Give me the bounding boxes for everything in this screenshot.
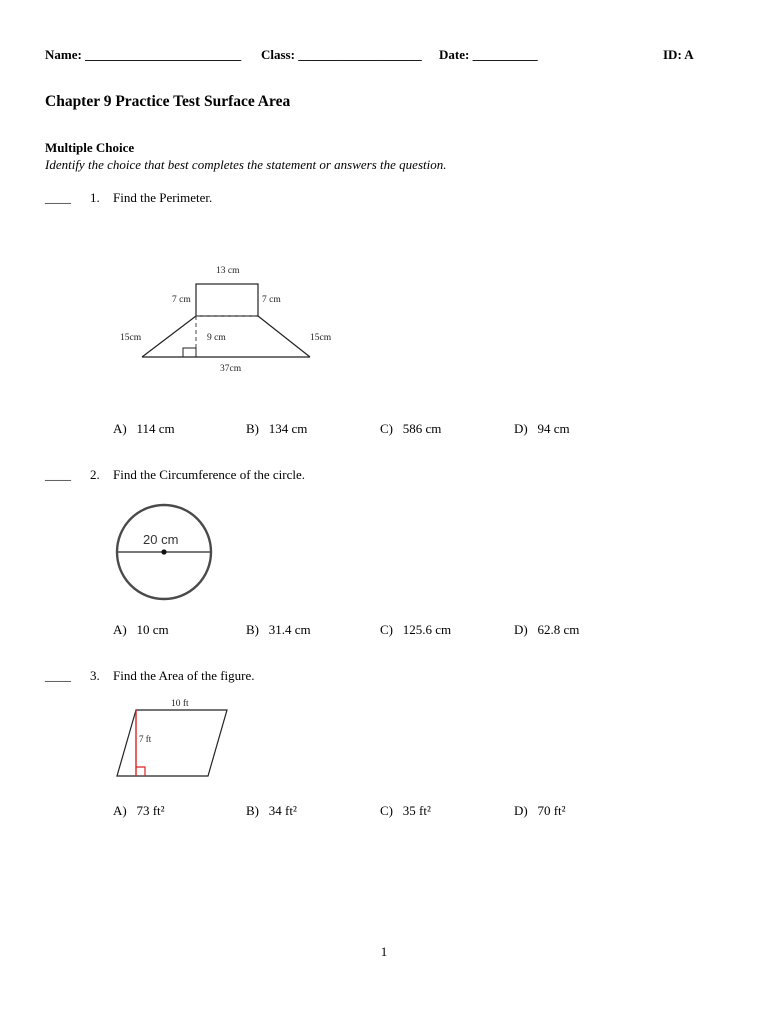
answer-blank-2[interactable]: ____ xyxy=(45,467,71,482)
choice-letter: A) xyxy=(113,622,127,637)
choice-value: 114 cm xyxy=(136,421,175,436)
choice-1a[interactable] xyxy=(113,421,175,437)
label-base: 10 ft xyxy=(171,699,189,709)
parallelogram-outline xyxy=(117,710,227,776)
choice-1d[interactable] xyxy=(514,421,570,437)
choice-value: 134 cm xyxy=(268,421,308,436)
trapezoid-figure xyxy=(113,212,368,390)
page-title: Chapter 9 Practice Test Surface Area xyxy=(45,93,291,110)
choice-value: 586 cm xyxy=(402,421,442,436)
choice-letter: A) xyxy=(113,803,127,818)
right-angle-mark xyxy=(136,767,145,776)
label-diameter: 20 cm xyxy=(143,532,179,547)
parallelogram-figure xyxy=(112,690,267,790)
circle-figure xyxy=(110,500,220,608)
question-number-3: 3. xyxy=(90,668,100,683)
choice-value: 62.8 cm xyxy=(537,622,580,637)
question-number-1: 1. xyxy=(90,190,100,205)
choice-letter: B) xyxy=(246,803,259,818)
choice-letter: C) xyxy=(380,622,393,637)
question-number-2: 2. xyxy=(90,467,100,482)
choice-letter: C) xyxy=(380,803,393,818)
choice-value: 73 ft² xyxy=(136,803,165,818)
section-instructions: Identify the choice that best completes the statement or answers the question. xyxy=(45,157,447,172)
choice-3b[interactable] xyxy=(246,803,297,819)
label-height: 7 ft xyxy=(139,734,152,744)
label-right-slant: 15cm xyxy=(310,333,332,343)
choice-2c[interactable] xyxy=(380,622,451,638)
label-right-side: 7 cm xyxy=(262,295,281,305)
answer-blank-1[interactable]: ____ xyxy=(45,190,71,205)
circle-center xyxy=(161,549,166,554)
label-left-slant: 15cm xyxy=(120,333,142,343)
choice-value: 70 ft² xyxy=(537,803,566,818)
question-text-3: Find the Area of the figure. xyxy=(113,668,255,683)
choice-3d[interactable] xyxy=(514,803,566,819)
section-heading: Multiple Choice xyxy=(45,140,135,155)
choice-letter: D) xyxy=(514,803,528,818)
page-number: 1 xyxy=(380,944,388,959)
choice-1c[interactable] xyxy=(380,421,441,437)
answer-blank-3[interactable]: ____ xyxy=(45,668,71,683)
choice-value: 31.4 cm xyxy=(268,622,311,637)
choice-1b[interactable] xyxy=(246,421,307,437)
choice-letter: B) xyxy=(246,421,259,436)
question-text-1: Find the Perimeter. xyxy=(113,190,213,205)
class-field[interactable]: Class: ___________________ xyxy=(261,47,422,62)
question-text-2: Find the Circumference of the circle. xyxy=(113,467,306,482)
choice-letter: D) xyxy=(514,421,528,436)
choice-letter: A) xyxy=(113,421,127,436)
choice-letter: B) xyxy=(246,622,259,637)
choice-2a[interactable] xyxy=(113,622,169,638)
name-field[interactable]: Name: ________________________ xyxy=(45,47,242,62)
label-height: 9 cm xyxy=(207,333,226,343)
choice-3c[interactable] xyxy=(380,803,431,819)
choice-value: 94 cm xyxy=(537,421,570,436)
choice-value: 10 cm xyxy=(136,622,169,637)
label-bottom: 37cm xyxy=(220,364,242,374)
choice-letter: D) xyxy=(514,622,528,637)
choice-value: 34 ft² xyxy=(268,803,297,818)
label-left-side: 7 cm xyxy=(172,295,191,305)
choice-3a[interactable] xyxy=(113,803,165,819)
choice-letter: C) xyxy=(380,421,393,436)
date-field[interactable]: Date: __________ xyxy=(439,47,538,62)
choice-value: 125.6 cm xyxy=(402,622,452,637)
choice-value: 35 ft² xyxy=(402,803,431,818)
choice-2b[interactable] xyxy=(246,622,311,638)
label-top: 13 cm xyxy=(216,266,240,276)
choice-2d[interactable] xyxy=(514,622,579,638)
test-id: ID: A xyxy=(663,47,694,62)
